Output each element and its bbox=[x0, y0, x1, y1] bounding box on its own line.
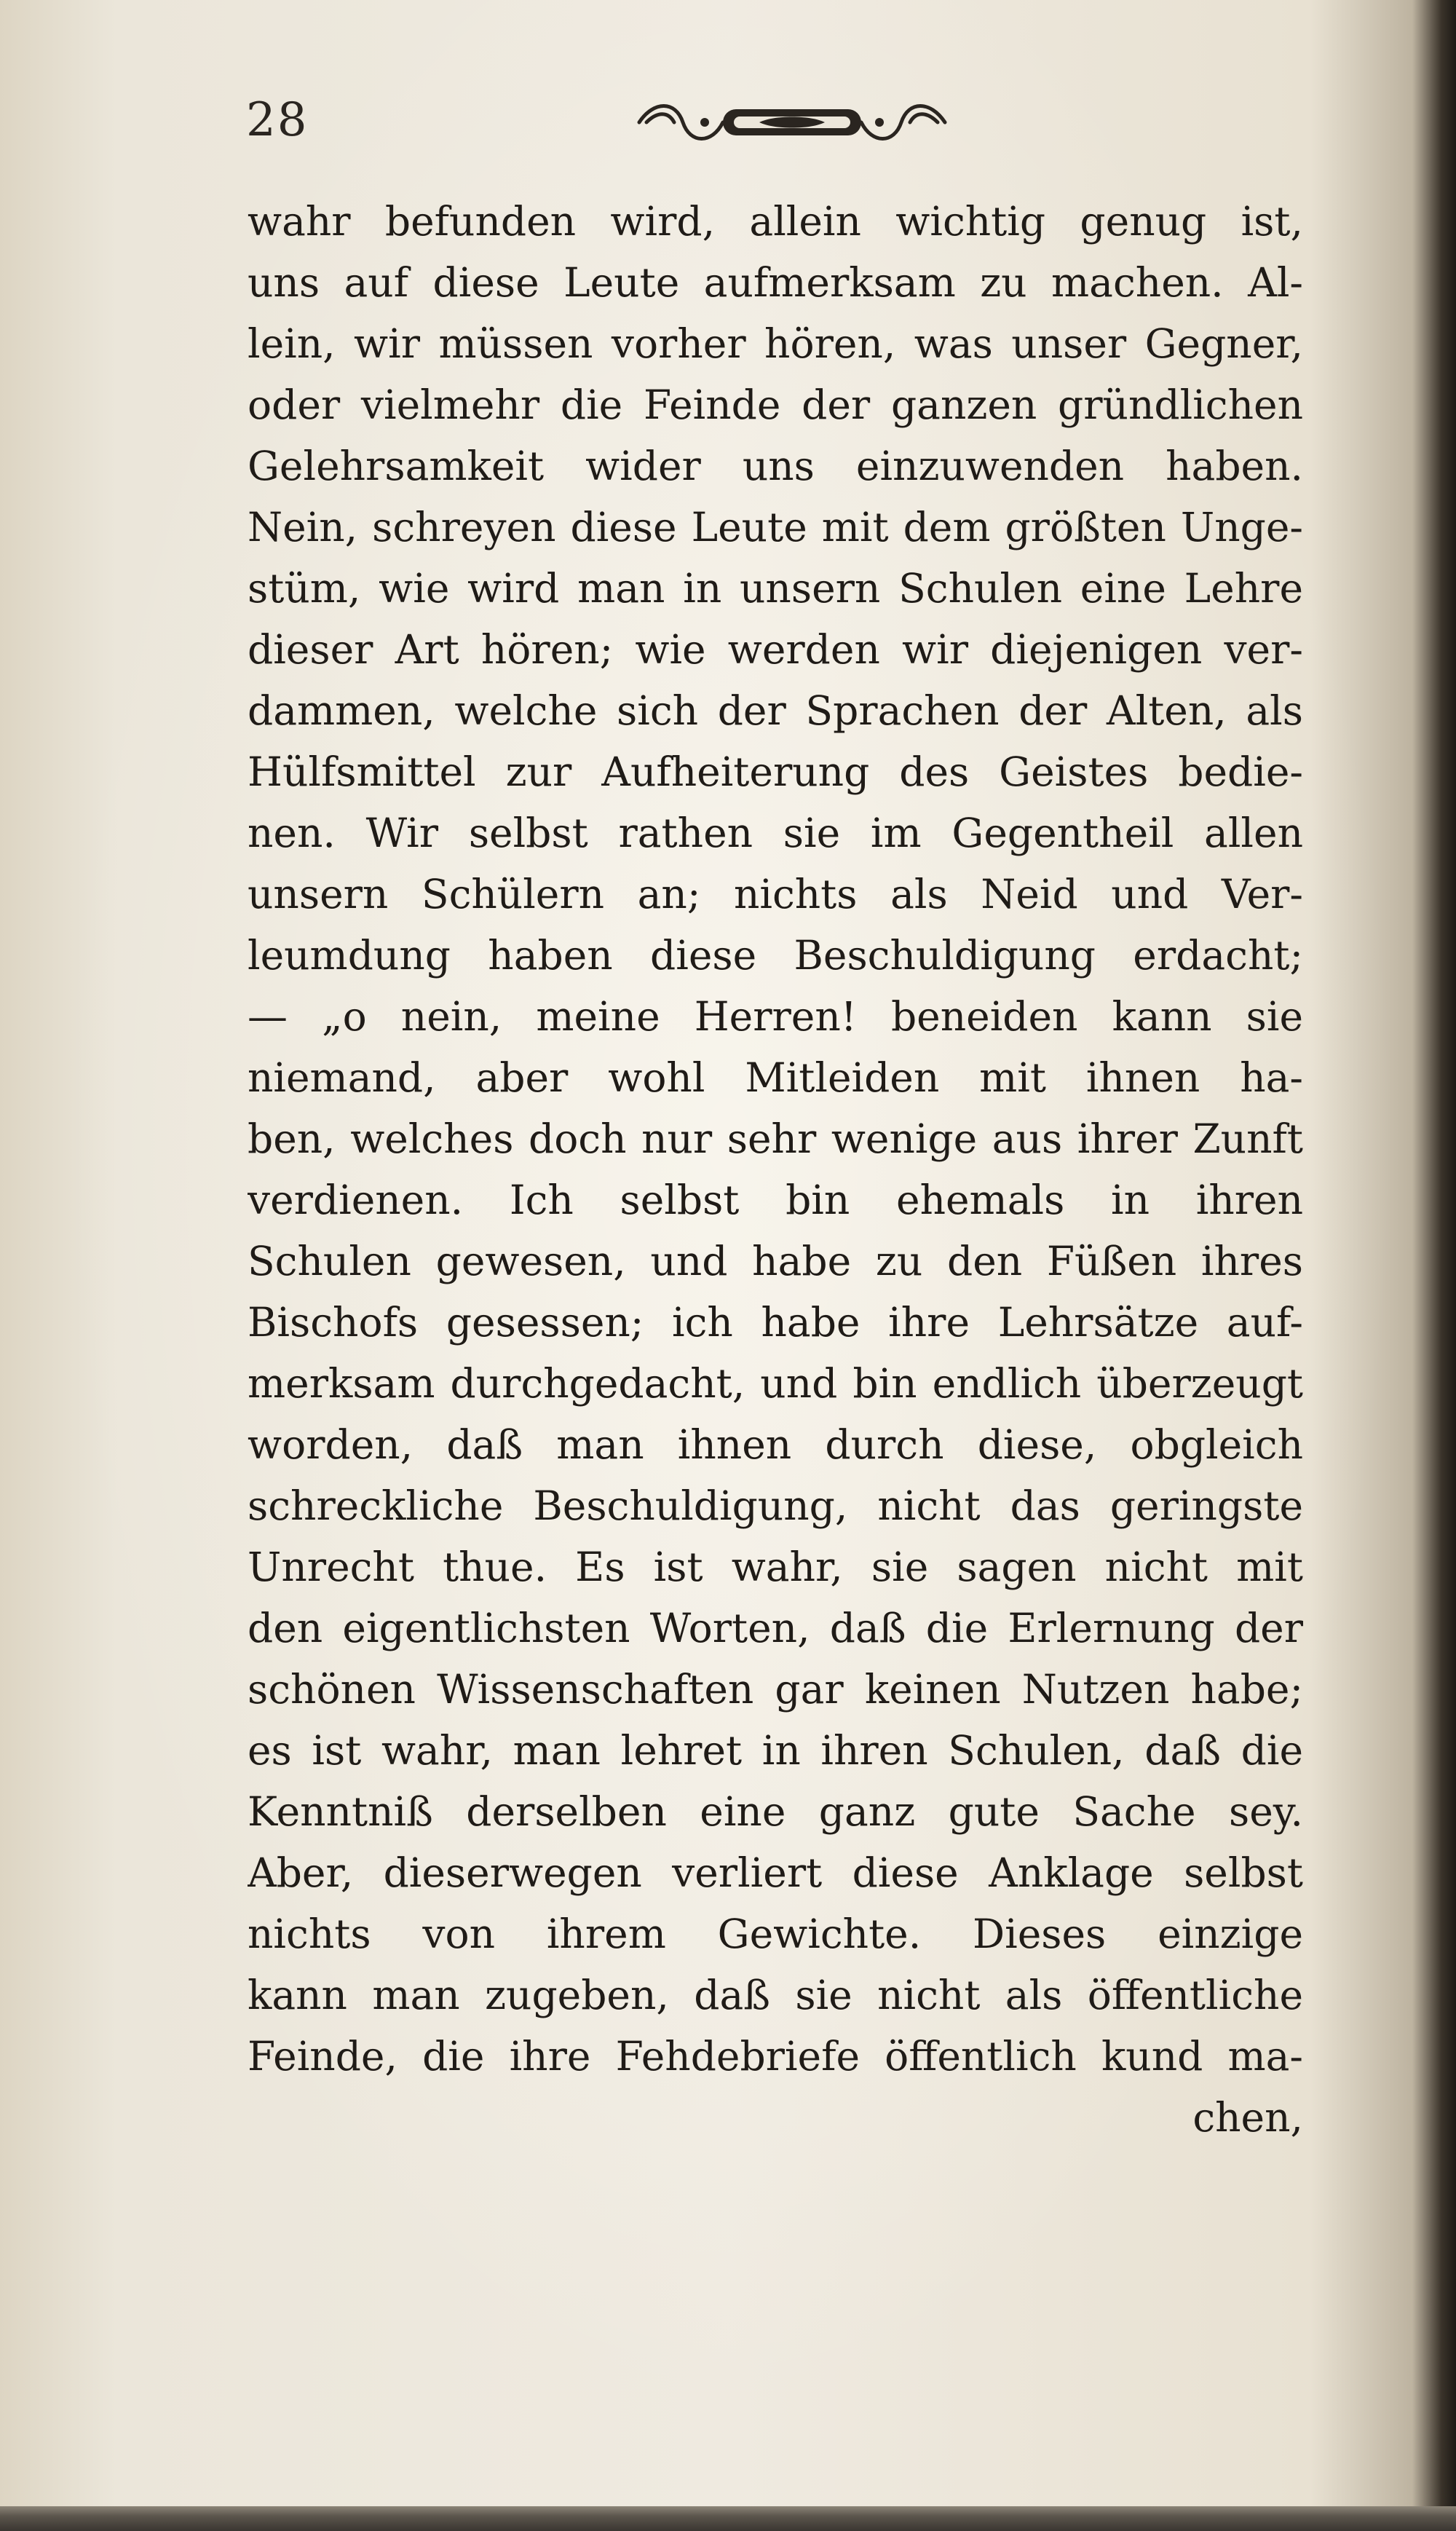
text-line: leumdung haben diese Beschuldigung erdacht; bbox=[248, 932, 1303, 979]
text-line: schreckliche Beschuldigung, nicht das geringste bbox=[248, 1482, 1303, 1529]
text-line: nen. Wir selbst rathen sie im Gegentheil allen bbox=[248, 810, 1303, 856]
text-line: Nein, schreyen diese Leute mit dem größten Unge- bbox=[248, 504, 1303, 550]
text-line: Unrecht thue. Es ist wahr, sie sagen nicht mit bbox=[248, 1544, 1303, 1590]
text-line-catchword: chen, bbox=[1192, 2094, 1303, 2141]
text-line: Feinde, die ihre Fehdebriefe öffentlich kund ma- bbox=[248, 2033, 1303, 2080]
decorative-flourish-icon bbox=[632, 93, 952, 151]
text-line: Hülfsmittel zur Aufheiterung des Geistes bedie- bbox=[248, 749, 1303, 795]
text-line: uns auf diese Leute aufmerksam zu machen. Al- bbox=[248, 259, 1303, 306]
body-text bbox=[248, 191, 1303, 2148]
text-line: den eigentlichsten Worten, daß die Erlernung der bbox=[248, 1605, 1303, 1651]
text-line: unsern Schülern an; nichts als Neid und Ver- bbox=[248, 871, 1303, 917]
text-line: niemand, aber wohl Mitleiden mit ihnen ha- bbox=[248, 1054, 1303, 1101]
text-line: Gelehrsamkeit wider uns einzuwenden haben. bbox=[248, 443, 1303, 489]
text-line: Bischofs gesessen; ich habe ihre Lehrsätze auf- bbox=[248, 1299, 1303, 1346]
text-line: Kenntniß derselben eine ganz gute Sache sey. bbox=[248, 1788, 1303, 1835]
text-line: nichts von ihrem Gewichte. Dieses einzige bbox=[248, 1911, 1303, 1957]
text-line: merksam durchgedacht, und bin endlich überzeugt bbox=[248, 1360, 1303, 1407]
text-line: — „o nein, meine Herren! beneiden kann sie bbox=[248, 993, 1303, 1040]
text-line: stüm, wie wird man in unsern Schulen eine Lehre bbox=[248, 565, 1303, 612]
text-line: wahr befunden wird, allein wichtig genug ist, bbox=[248, 198, 1303, 245]
text-line: oder vielmehr die Feinde der ganzen gründlichen bbox=[248, 382, 1303, 428]
text-line: dammen, welche sich der Sprachen der Alten, als bbox=[248, 687, 1303, 734]
text-line: es ist wahr, man lehret in ihren Schulen, daß die bbox=[248, 1727, 1303, 1774]
text-line: lein, wir müssen vorher hören, was unser Gegner, bbox=[248, 320, 1303, 367]
text-line: Schulen gewesen, und habe zu den Füßen ihres bbox=[248, 1238, 1303, 1284]
text-line: dieser Art hören; wie werden wir diejenigen ver- bbox=[248, 626, 1303, 673]
text-line: verdienen. Ich selbst bin ehemals in ihren bbox=[248, 1177, 1303, 1223]
page-number: 28 bbox=[246, 93, 309, 147]
page-bottom-edge bbox=[0, 2506, 1456, 2531]
text-line: schönen Wissenschaften gar keinen Nutzen habe; bbox=[248, 1666, 1303, 1713]
text-line: Aber, dieserwegen verliert diese Anklage selbst bbox=[248, 1849, 1303, 1896]
text-line: ben, welches doch nur sehr wenige aus ihrer Zunft bbox=[248, 1116, 1303, 1162]
text-line: kann man zugeben, daß sie nicht als öffentliche bbox=[248, 1972, 1303, 2018]
text-line: worden, daß man ihnen durch diese, obgleich bbox=[248, 1421, 1303, 1468]
